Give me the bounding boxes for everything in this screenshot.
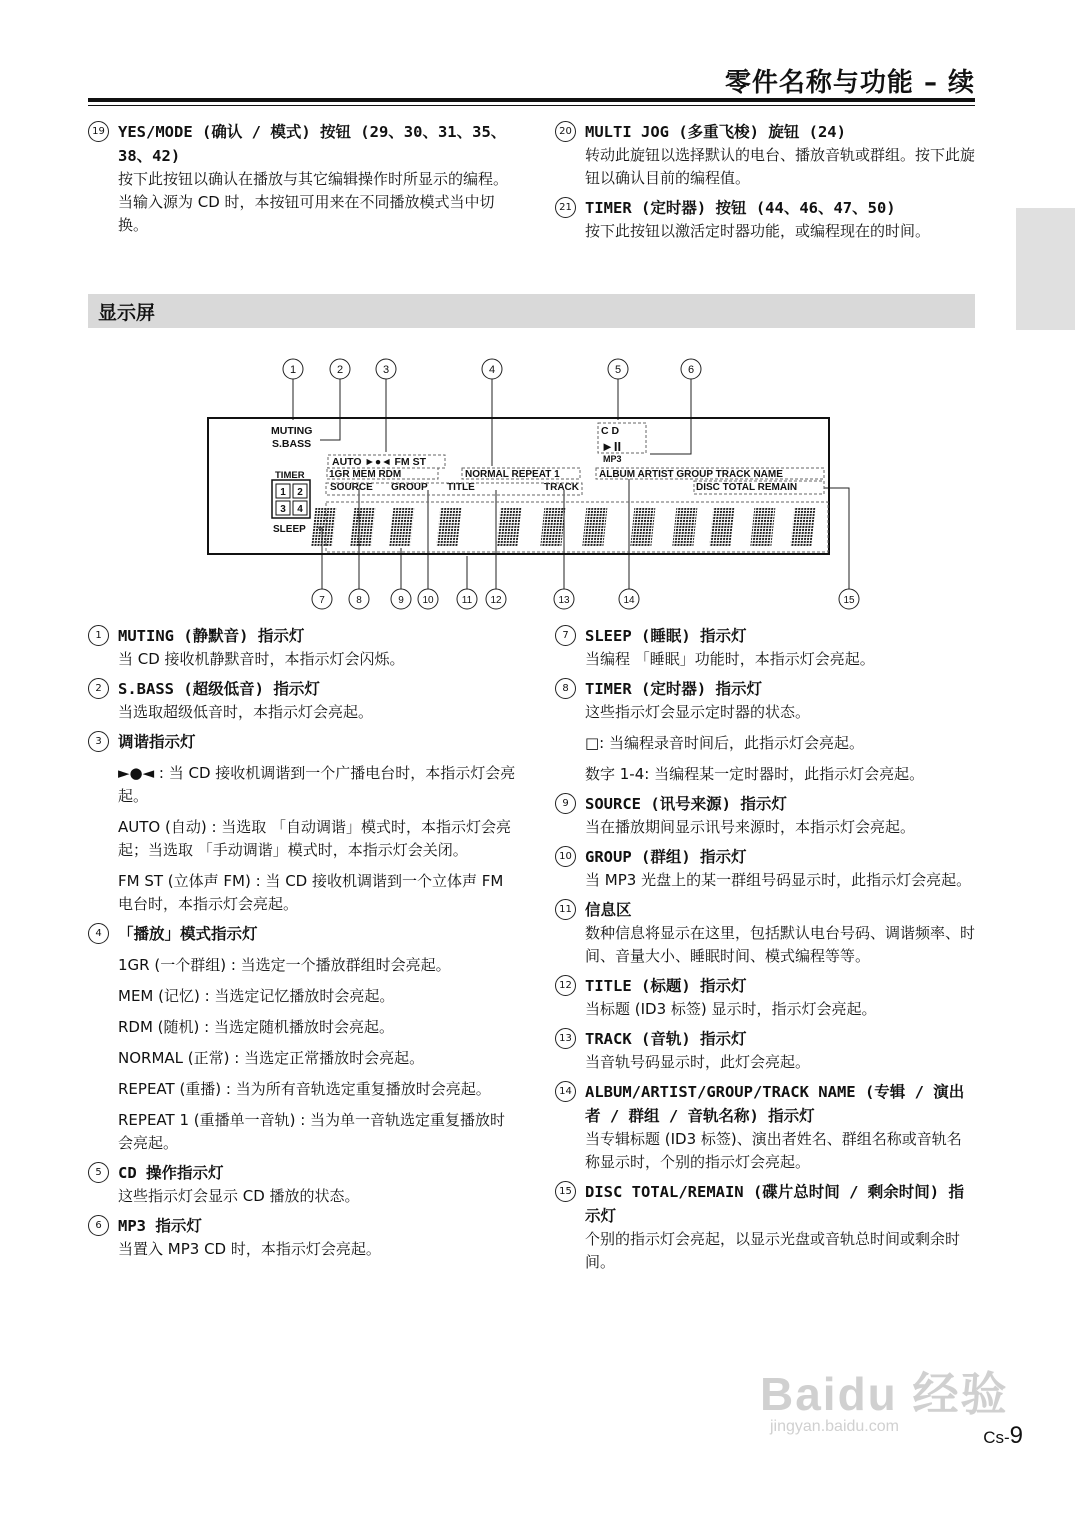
list-item bbox=[88, 120, 508, 237]
normal-label: NORMAL REPEAT 1 bbox=[465, 469, 560, 480]
callout-4: 4 bbox=[488, 364, 496, 376]
item-title: SLEEP (睡眠) 指示灯 bbox=[585, 627, 747, 645]
callout-number: 15 bbox=[555, 1181, 576, 1202]
item-title: TIMER (定时器) 按钮 (44、46、47、50) bbox=[585, 199, 896, 217]
item-desc: 当选取超级低音时，本指示灯会亮起。 bbox=[118, 703, 374, 721]
item-title: 信息区 bbox=[585, 901, 632, 919]
callout-number: 21 bbox=[555, 197, 576, 218]
cd-label: C D bbox=[601, 425, 620, 437]
callout-number: 6 bbox=[88, 1215, 109, 1236]
item-sub: RDM (随机) : 当选定随机播放时会亮起。 bbox=[118, 1018, 394, 1036]
top-right-column bbox=[555, 120, 975, 249]
side-tab bbox=[1016, 208, 1075, 330]
item-sub: REPEAT 1 (重播单一音轨) : 当为单一音轨选定重复播放时会亮起。 bbox=[118, 1111, 506, 1152]
header-rule bbox=[88, 98, 975, 102]
item-desc: 当标题 (ID3 标签) 显示时，指示灯会亮起。 bbox=[585, 1000, 877, 1018]
watermark bbox=[760, 1358, 1009, 1436]
callout-6: 6 bbox=[687, 364, 695, 376]
callout-number: 19 bbox=[88, 121, 109, 142]
list-item bbox=[88, 624, 518, 671]
item-sub: 数字 1-4: 当编程某一定时器时，此指示灯会亮起。 bbox=[585, 765, 925, 783]
item-desc: 按下此按钮以激活定时器功能，或编程现在的时间。 bbox=[585, 222, 931, 240]
item-sub: □: 当编程录音时间后，此指示灯会亮起。 bbox=[585, 734, 864, 752]
callout-number: 8 bbox=[555, 678, 576, 699]
watermark-sub: jingyan.baidu.com bbox=[770, 1418, 899, 1435]
callout-number: 14 bbox=[555, 1081, 576, 1102]
timer-1: 1 bbox=[280, 487, 286, 498]
list-item bbox=[555, 196, 975, 243]
item-title: MUTING (静默音) 指示灯 bbox=[118, 627, 305, 645]
playpause-label: ►II bbox=[601, 439, 622, 454]
item-desc: 当音轨号码显示时，此灯会亮起。 bbox=[585, 1053, 811, 1071]
callout-14: 14 bbox=[623, 595, 635, 606]
timer-2: 2 bbox=[297, 487, 303, 498]
item-title: DISC TOTAL/REMAIN (碟片总时间 / 剩余时间) 指示灯 bbox=[585, 1183, 964, 1225]
callout-10: 10 bbox=[422, 595, 434, 606]
sleep-label: SLEEP bbox=[273, 524, 306, 535]
callouts-bottom bbox=[312, 589, 859, 609]
callout-number: 10 bbox=[555, 846, 576, 867]
section-title: 显示屏 bbox=[98, 302, 156, 324]
display-diagram bbox=[0, 340, 1075, 620]
callout-11: 11 bbox=[461, 595, 473, 606]
item-title: S.BASS (超级低音) 指示灯 bbox=[118, 680, 320, 698]
list-item bbox=[555, 624, 975, 671]
right-column bbox=[555, 624, 975, 1280]
item-desc: 当置入 MP3 CD 时，本指示灯会亮起。 bbox=[118, 1240, 381, 1258]
mp3-label: MP3 bbox=[603, 454, 622, 464]
callout-12: 12 bbox=[490, 595, 502, 606]
callout-number: 11 bbox=[555, 899, 576, 920]
list-item bbox=[555, 898, 975, 968]
item-sub: AUTO (自动) : 当选取 「自动调谐」模式时，本指示灯会亮起；当选取 「手动调谐」模式时，本指示灯会关闭。 bbox=[118, 818, 512, 859]
muting-label: MUTING bbox=[271, 425, 313, 437]
list-item bbox=[555, 1027, 975, 1074]
item-desc: 当 CD 接收机静默音时，本指示灯会闪烁。 bbox=[118, 650, 405, 668]
list-item bbox=[555, 120, 975, 190]
item-desc: 这些指示灯会显示 CD 播放的状态。 bbox=[118, 1187, 360, 1205]
list-item bbox=[88, 677, 518, 724]
item-title: 调谐指示灯 bbox=[118, 733, 196, 751]
timer-label: TIMER bbox=[275, 470, 305, 481]
list-item bbox=[88, 922, 518, 1155]
watermark-main: Baidu 经验 bbox=[760, 1368, 1009, 1420]
item-title: TITLE (标题) 指示灯 bbox=[585, 977, 747, 995]
callout-1: 1 bbox=[289, 364, 297, 376]
section-header bbox=[88, 294, 975, 328]
mode-label: 1GR MEM RDM bbox=[329, 469, 402, 480]
item-title: MULTI JOG (多重飞梭) 旋钮 (24) bbox=[585, 123, 846, 141]
group-label: GROUP bbox=[391, 482, 428, 493]
title-label: TITLE bbox=[447, 482, 475, 493]
source-label: SOURCE bbox=[330, 482, 373, 493]
tuning-label: AUTO ►●◄ FM ST bbox=[332, 456, 427, 468]
dot-matrix-digits bbox=[311, 508, 815, 546]
callout-number: 2 bbox=[88, 678, 109, 699]
callout-15: 15 bbox=[843, 595, 855, 606]
callout-number: 12 bbox=[555, 975, 576, 996]
callout-number: 20 bbox=[555, 121, 576, 142]
item-title: TIMER (定时器) 指示灯 bbox=[585, 680, 762, 698]
disc-label: DISC TOTAL REMAIN bbox=[696, 482, 798, 493]
item-desc: 当编程 「睡眠」功能时，本指示灯会亮起。 bbox=[585, 650, 875, 668]
list-item bbox=[555, 1180, 975, 1274]
timer-boxes bbox=[272, 480, 310, 518]
page-title: 零件名称与功能 – 续 bbox=[724, 68, 975, 98]
item-title: SOURCE (讯号来源) 指示灯 bbox=[585, 795, 787, 813]
item-sub: ►●◄ : 当 CD 接收机调谐到一个广播电台时，本指示灯会亮起。 bbox=[118, 764, 516, 805]
item-sub: NORMAL (正常) : 当选定正常播放时会亮起。 bbox=[118, 1049, 425, 1067]
album-label: ALBUM ARTIST GROUP TRACK NAME bbox=[599, 469, 783, 480]
page-prefix: Cs- bbox=[983, 1428, 1010, 1447]
track-label: TRACK bbox=[544, 482, 579, 493]
callout-number: 4 bbox=[88, 923, 109, 944]
list-item bbox=[555, 974, 975, 1021]
item-desc: 个别的指示灯会亮起，以显示光盘或音轨总时间或剩余时间。 bbox=[585, 1230, 961, 1271]
callout-5: 5 bbox=[614, 364, 622, 376]
list-item bbox=[88, 730, 518, 916]
callout-7: 7 bbox=[319, 595, 325, 606]
timer-4: 4 bbox=[297, 504, 303, 515]
callout-3: 3 bbox=[382, 364, 390, 376]
item-desc: 按下此按钮以确认在播放与其它编辑操作时所显示的编程。 bbox=[118, 170, 509, 188]
list-item bbox=[555, 677, 975, 786]
list-item bbox=[555, 792, 975, 839]
top-left-column bbox=[88, 120, 508, 243]
callout-number: 9 bbox=[555, 793, 576, 814]
timer-3: 3 bbox=[280, 504, 286, 515]
callout-9: 9 bbox=[398, 595, 404, 606]
callout-number: 7 bbox=[555, 625, 576, 646]
list-item bbox=[555, 845, 975, 892]
callout-2: 2 bbox=[336, 364, 344, 376]
callout-number: 5 bbox=[88, 1162, 109, 1183]
item-desc: 这些指示灯会显示定时器的状态。 bbox=[585, 703, 811, 721]
item-desc: 转动此旋钮以选择默认的电台、播放音轨或群组。按下此旋钮以确认目前的编程值。 bbox=[585, 146, 976, 187]
item-sub: FM ST (立体声 FM) : 当 CD 接收机调谐到一个立体声 FM 电台时，本指示灯会亮起。 bbox=[118, 872, 504, 913]
list-item bbox=[88, 1161, 518, 1208]
item-desc: 数种信息将显示在这里，包括默认电台号码、调谐频率、时间、音量大小、睡眠时间、模式编程等等。 bbox=[585, 924, 976, 965]
sbass-label: S.BASS bbox=[272, 438, 312, 450]
item-desc: 当在播放期间显示讯号来源时，本指示灯会亮起。 bbox=[585, 818, 916, 836]
callout-number: 1 bbox=[88, 625, 109, 646]
item-title: YES/MODE (确认 / 模式) 按钮 (29、30、31、35、38、42) bbox=[118, 123, 507, 165]
item-title: GROUP (群组) 指示灯 bbox=[585, 848, 747, 866]
callout-number: 3 bbox=[88, 731, 109, 752]
item-title: ALBUM/ARTIST/GROUP/TRACK NAME (专辑 / 演出者 / 群组 / 音轨名称) 指示灯 bbox=[585, 1083, 965, 1125]
callout-number: 13 bbox=[555, 1028, 576, 1049]
item-title: TRACK (音轨) 指示灯 bbox=[585, 1030, 747, 1048]
list-item bbox=[88, 1214, 518, 1261]
header-rule-thin bbox=[88, 105, 975, 106]
callout-8: 8 bbox=[356, 595, 362, 606]
item-title: CD 操作指示灯 bbox=[118, 1164, 224, 1182]
item-sub: REPEAT (重播) : 当为所有音轨选定重复播放时会亮起。 bbox=[118, 1080, 491, 1098]
page-digit: 9 bbox=[1009, 1422, 1023, 1449]
item-title: 「播放」模式指示灯 bbox=[118, 925, 258, 943]
item-sub: 1GR (一个群组) : 当选定一个播放群组时会亮起。 bbox=[118, 956, 451, 974]
list-item bbox=[555, 1080, 975, 1174]
item-sub: MEM (记忆) : 当选定记忆播放时会亮起。 bbox=[118, 987, 395, 1005]
item-title: MP3 指示灯 bbox=[118, 1217, 202, 1235]
item-desc: 当 MP3 光盘上的某一群组号码显示时，此指示灯会亮起。 bbox=[585, 871, 972, 889]
item-desc: 当专辑标题 (ID3 标签)、演出者姓名、群组名称或音轨名称显示时，个别的指示灯会亮起。 bbox=[585, 1130, 962, 1171]
item-desc: 当输入源为 CD 时，本按钮可用来在不同播放模式当中切换。 bbox=[118, 193, 495, 234]
page-number bbox=[983, 1422, 1023, 1450]
callout-13: 13 bbox=[558, 595, 570, 606]
left-column bbox=[88, 624, 518, 1267]
